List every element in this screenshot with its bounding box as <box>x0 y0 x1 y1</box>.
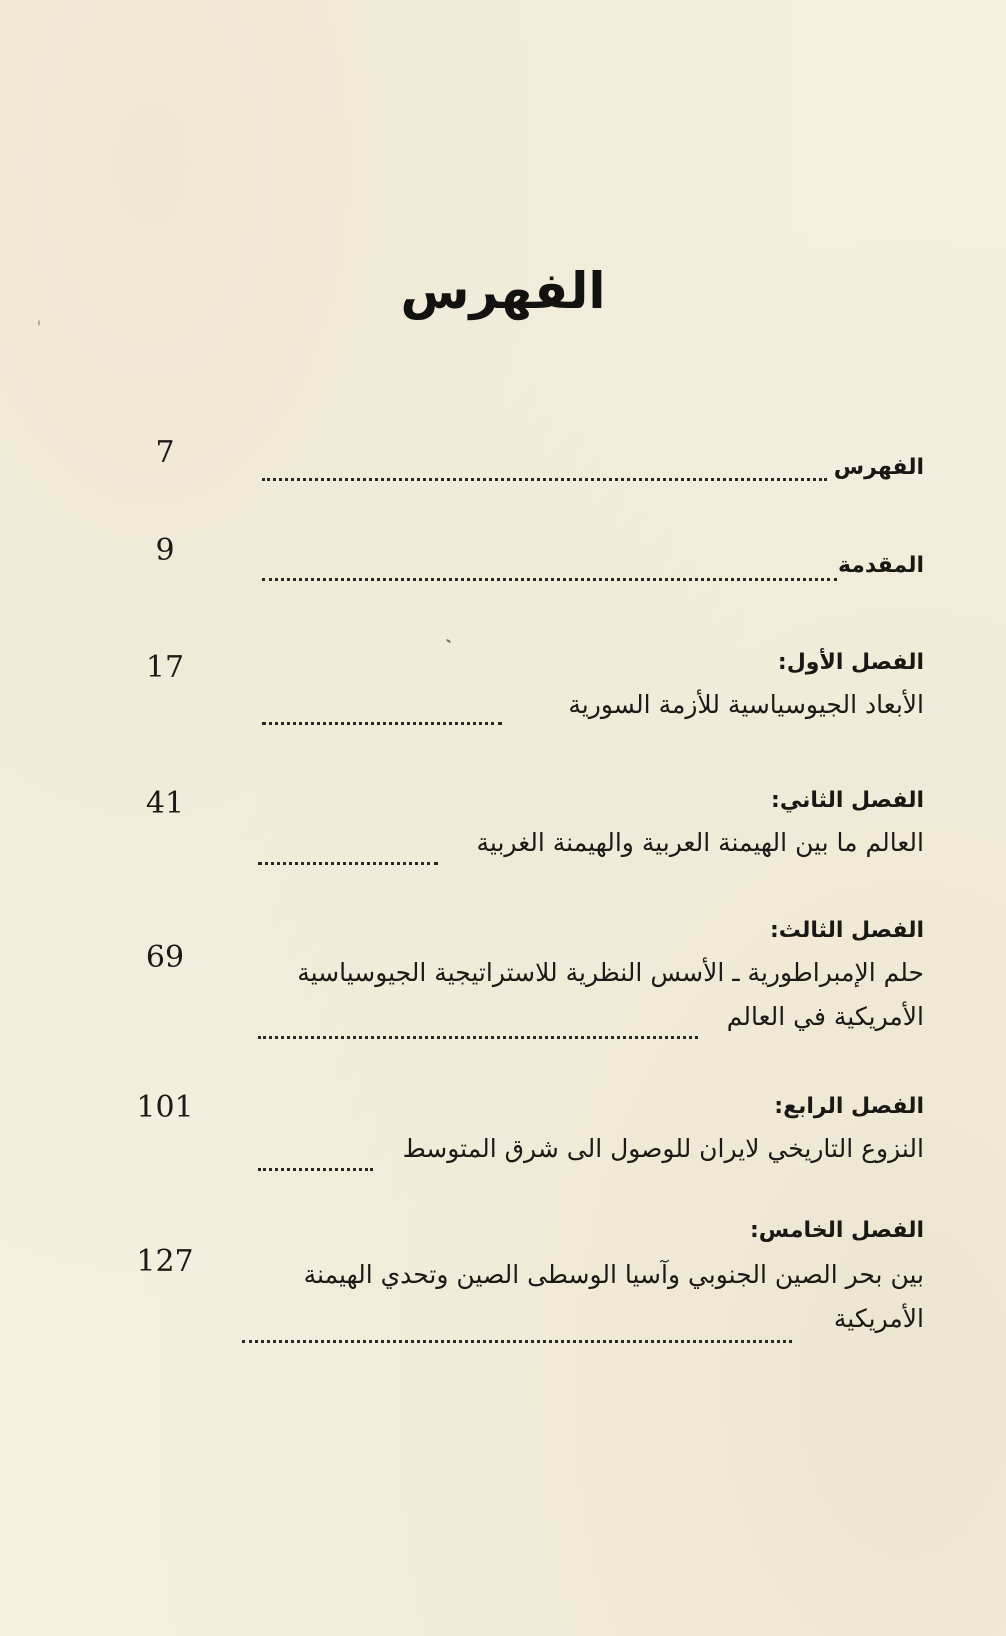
dot-leader <box>262 578 837 581</box>
entry-heading: المقدمة <box>837 553 924 578</box>
entry-title-line: الأمريكية <box>833 1304 924 1333</box>
entry-heading: الفهرس <box>833 455 924 480</box>
entry-heading: الفصل الرابع: <box>774 1094 924 1119</box>
paper-speck <box>38 320 40 326</box>
page-number: 9 <box>155 533 175 568</box>
entry-title-line: حلم الإمبراطورية ـ الأسس النظرية للاستراتيجية الجيوسياسية <box>297 958 924 987</box>
entry-heading: الفصل الثالث: <box>770 918 924 943</box>
entry-heading: الفصل الأول: <box>777 650 924 675</box>
page-number: 69 <box>145 940 185 975</box>
paper-speck <box>446 639 451 644</box>
dot-leader <box>262 722 502 725</box>
page-number: 7 <box>155 435 175 470</box>
page-number: 41 <box>145 786 185 821</box>
dot-leader <box>258 862 438 865</box>
entry-title-line: النزوع التاريخي لايران للوصول الى شرق المتوسط <box>402 1134 924 1163</box>
page-number: 17 <box>145 650 185 685</box>
entry-title-line: بين بحر الصين الجنوبي وآسيا الوسطى الصين وتحدي الهيمنة <box>303 1260 924 1289</box>
dot-leader <box>242 1340 792 1343</box>
entry-heading: الفصل الثاني: <box>771 788 924 813</box>
page-number: 127 <box>136 1244 194 1279</box>
page-title: الفهرس <box>400 262 606 320</box>
dot-leader <box>262 478 827 481</box>
entry-title-line: الأبعاد الجيوسياسية للأزمة السورية <box>568 690 924 719</box>
entry-title-line: الأمريكية في العالم <box>726 1002 924 1031</box>
page-number: 101 <box>136 1090 194 1125</box>
dot-leader <box>258 1168 373 1171</box>
entry-title-line: العالم ما بين الهيمنة العربية والهيمنة الغربية <box>476 828 924 857</box>
entry-heading: الفصل الخامس: <box>749 1218 924 1243</box>
dot-leader <box>258 1036 698 1039</box>
